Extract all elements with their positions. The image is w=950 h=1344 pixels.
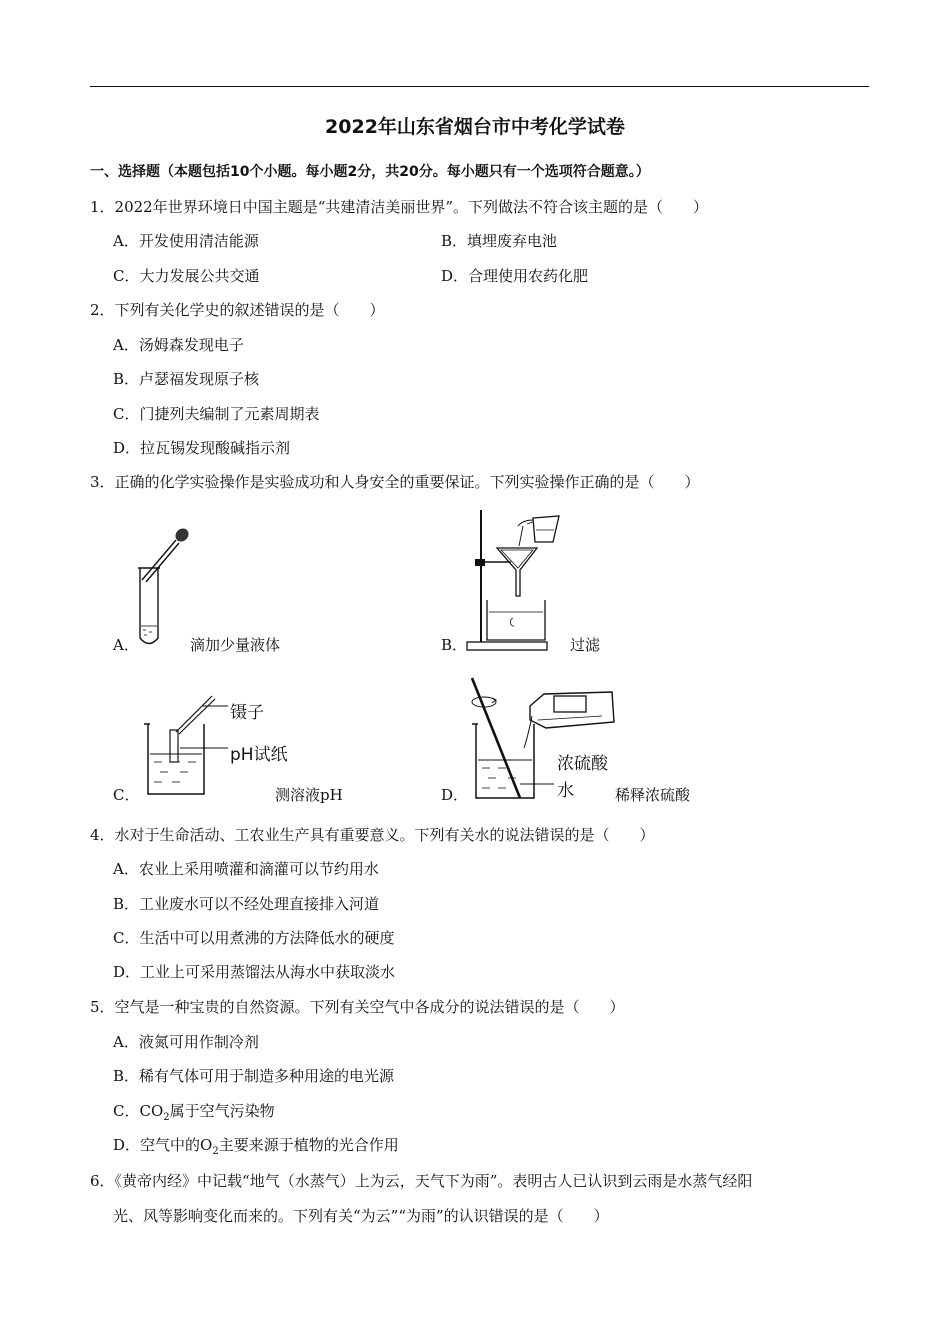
q2-option-b: B．卢瑟福发现原子核 xyxy=(113,370,260,388)
q5-option-c-post: 属于空气污染物 xyxy=(169,1102,275,1120)
q3-stem: 3．正确的化学实验操作是实验成功和人身安全的重要保证。下列实验操作正确的是（ ） xyxy=(90,473,700,491)
q3-option-a-text: 滴加少量液体 xyxy=(190,636,281,654)
q1-option-b: B．填埋废弃电池 xyxy=(441,232,558,250)
dropper-test-tube-figure xyxy=(132,526,196,650)
q5-option-c-pre: C．CO xyxy=(113,1102,164,1120)
section-header: 一、选择题（本题包括10个小题。每小题2分，共20分。每小题只有一个选项符合题意。） xyxy=(90,164,650,180)
q3-option-c-text: 测溶液pH xyxy=(275,786,343,804)
q4-option-b: B．工业废水可以不经处理直接排入河道 xyxy=(113,895,380,913)
q2-option-c: C．门捷列夫编制了元素周期表 xyxy=(113,405,320,423)
q1-option-c: C．大力发展公共交通 xyxy=(113,267,260,285)
concentrated-acid-label: 浓硫酸 xyxy=(557,754,608,774)
q3-option-b-letter: B． xyxy=(441,636,468,654)
q5-option-d xyxy=(113,1135,399,1162)
q3-option-a-letter: A． xyxy=(113,636,139,654)
q4-option-c: C．生活中可以用煮沸的方法降低水的硬度 xyxy=(113,929,395,947)
filtration-figure xyxy=(463,500,573,652)
ph-paper-label: pH试纸 xyxy=(230,745,288,765)
q2-option-a: A．汤姆森发现电子 xyxy=(113,336,244,354)
q6-stem-line-2: 光、风等影响变化而来的。下列有关“为云”“为雨”的认识错误的是（ ） xyxy=(113,1207,609,1225)
dilution-figure xyxy=(462,676,622,804)
q2-option-d: D．拉瓦锡发现酸碱指示剂 xyxy=(113,439,291,457)
q2-stem: 2．下列有关化学史的叙述错误的是（ ） xyxy=(90,301,385,319)
q5-option-a: A．液氮可用作制冷剂 xyxy=(113,1033,259,1051)
q1-option-d: D．合理使用农药化肥 xyxy=(441,267,589,285)
header-rule xyxy=(90,86,869,87)
q4-option-a: A．农业上采用喷灌和滴灌可以节约用水 xyxy=(113,860,379,878)
q1-stem: 1．2022年世界环境日中国主题是“共建清洁美丽世界”。下列做法不符合该主题的是（ ） xyxy=(90,198,709,216)
ph-test-figure xyxy=(142,692,232,800)
tweezers-label: 镊子 xyxy=(230,703,264,723)
page-title: 2022年山东省烟台市中考化学试卷 xyxy=(325,116,625,138)
q6-stem-line-1: 6．《黄帝内经》中记载“地气（水蒸气）上为云，天气下为雨”。表明古人已认识到云雨是水蒸气经阳 xyxy=(90,1172,753,1190)
q1-option-a: A．开发使用清洁能源 xyxy=(113,232,259,250)
q3-option-d-text: 稀释浓硫酸 xyxy=(615,786,691,804)
q5-option-d-pre: D．空气中的O xyxy=(113,1136,213,1154)
water-label: 水 xyxy=(557,781,574,801)
q5-option-c-subscript: 2 xyxy=(163,1112,170,1123)
q3-option-d-letter: D． xyxy=(441,786,469,804)
q5-option-b: B．稀有气体可用于制造多种用途的电光源 xyxy=(113,1067,395,1085)
q3-option-c-letter: C． xyxy=(113,786,140,804)
q5-option-c xyxy=(113,1101,275,1128)
q3-option-b-text: 过滤 xyxy=(570,636,601,654)
q5-option-d-post: 主要来源于植物的光合作用 xyxy=(218,1136,399,1154)
q5-option-d-subscript: 2 xyxy=(212,1146,219,1157)
q5-stem: 5．空气是一种宝贵的自然资源。下列有关空气中各成分的说法错误的是（ ） xyxy=(90,998,625,1016)
q4-stem: 4．水对于生命活动、工农业生产具有重要意义。下列有关水的说法错误的是（ ） xyxy=(90,826,655,844)
q4-option-d: D．工业上可采用蒸馏法从海水中获取淡水 xyxy=(113,963,396,981)
